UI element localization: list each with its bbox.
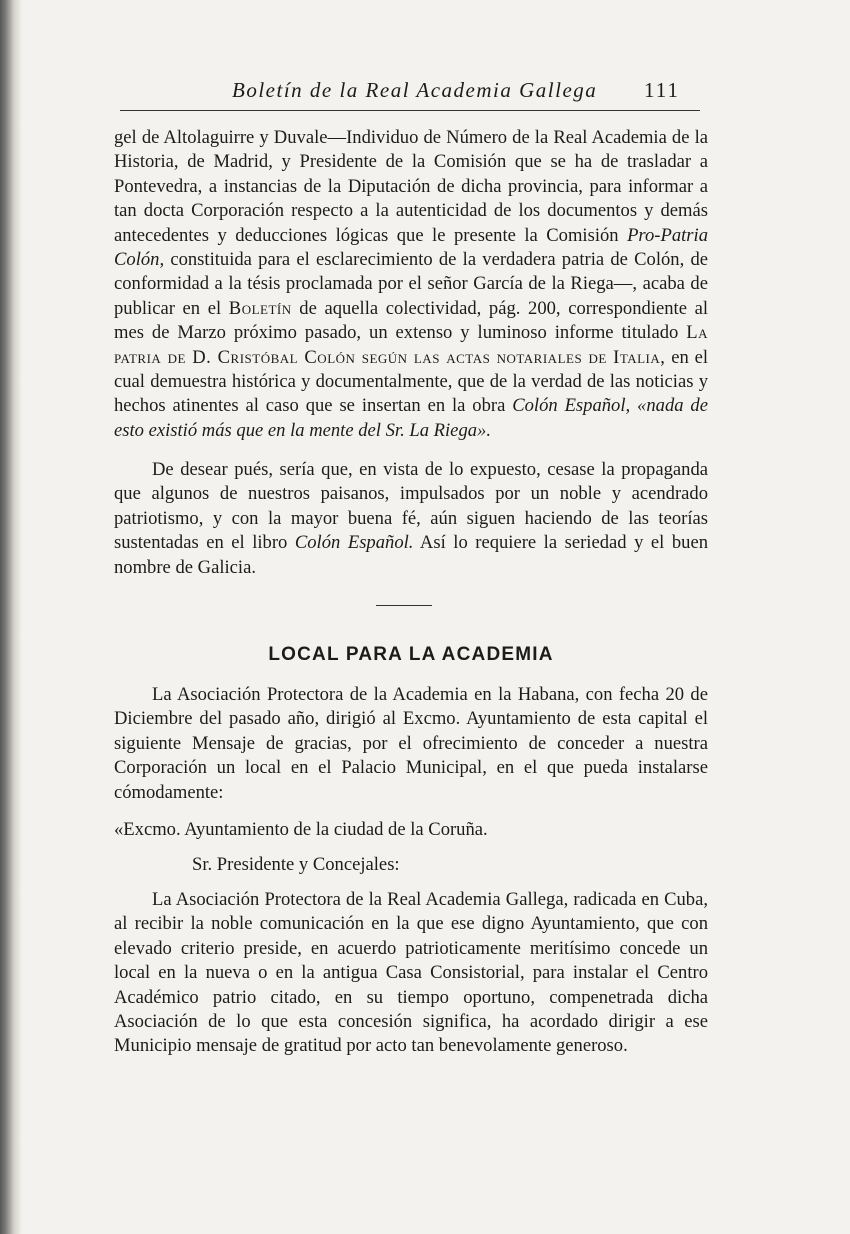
paragraph-1-text-g: en el cual demuestra histórica y documentalmente, que de la verdad de las noticias y hechos atinentes al caso que se insertan en la obra — [114, 346, 709, 417]
paragraph-2-text-a: De desear pués, sería que, en vista de lo expuesto, cesase la propaganda que algunos de nuestros paisanos, impulsados por un noble y acendrado patriotismo, y con la mayor buena fé, aún siguen haciendo de las teorías sustentadas en el libro — [114, 459, 708, 554]
page-header — [120, 76, 700, 111]
paragraph-1 — [114, 126, 708, 443]
paragraph-3: La Asociación Protectora de la Academia en la Habana, con fecha 20 de Diciembre del pasado año, dirigió al Excmo. Ayuntamiento de esta capital el siguiente Mensaje de gracias, por el ofrecimiento de conceder a nuestra Corporación un local en el Palacio Municipal, en el que pueda instalarse cómodamente: — [114, 684, 708, 803]
paragraph-2 — [114, 458, 708, 580]
paragraph-1-boletin: Boletín — [228, 297, 292, 319]
paragraph-2-text-c: Así lo requiere la seriedad y el buen nombre de Galicia. — [114, 532, 708, 578]
paragraph-1-text-e: de aquella colectividad, pág. 200, correspondiente al mes de Marzo próximo pasado, un extenso y luminoso informe titulado — [114, 297, 709, 344]
paragraph-2-italic-title: Colón Español. — [294, 532, 414, 554]
section-separator — [376, 605, 432, 606]
letter-salutation: «Excmo. Ayuntamiento de la ciudad de la Coruña. — [114, 819, 488, 840]
paragraph-1-italic-title: Pro-Patria Colón, — [114, 224, 708, 271]
paragraph-1-italic-quote: Colón Español, «nada de esto existió más que en la mente del Sr. La Riega». — [114, 395, 708, 441]
page-number: 111 — [644, 78, 680, 102]
paragraph-1-text-c: constituida para el esclarecimiento de la verdadera patria de Colón, de conformidad a la tésis proclamada por el señor García de la Riega—, acaba de publicar en el — [114, 249, 708, 319]
paragraph-1-report-title: La patria de D. Cristóbal Colón según las actas notariales de Italia, — [114, 322, 708, 368]
paragraph-1-text-a: gel de Altolaguirre y Duvale—Individuo de Número de la Real Academia de la Historia, de Madrid, y Presidente de la Comisión que se ha de trasladar a Pontevedra, a instancias de la Diputación de dicha provincia, para informar a tan docta Corporación respecto a la autenticidad de los documentos y demás antecedentes y deducciones lógicas que le presente la Comisión — [114, 127, 708, 246]
running-title: Boletín de la Real Academia Gallega — [232, 78, 598, 102]
scanned-page-edge — [0, 0, 22, 1234]
section-heading: LOCAL PARA LA ACADEMIA — [268, 644, 554, 665]
letter-addressee: Sr. Presidente y Concejales: — [192, 854, 400, 875]
paragraph-6: La Asociación Protectora de la Real Academia Gallega, radicada en Cuba, al recibir la noble comunicación en la que ese digno Ayuntamiento, que con elevado criterio preside, en acuerdo patrioticamente meritísimo concede un local en la nueva o en la antigua Casa Consistorial, para instalar el Centro Académico patrio citado, en su tiempo oportuno, compenetrada dicha Asociación de lo que esta concesión significa, ha acordado dirigir a ese Municipio mensaje de gratitud por acto tan benevolamente generoso. — [114, 889, 708, 1057]
